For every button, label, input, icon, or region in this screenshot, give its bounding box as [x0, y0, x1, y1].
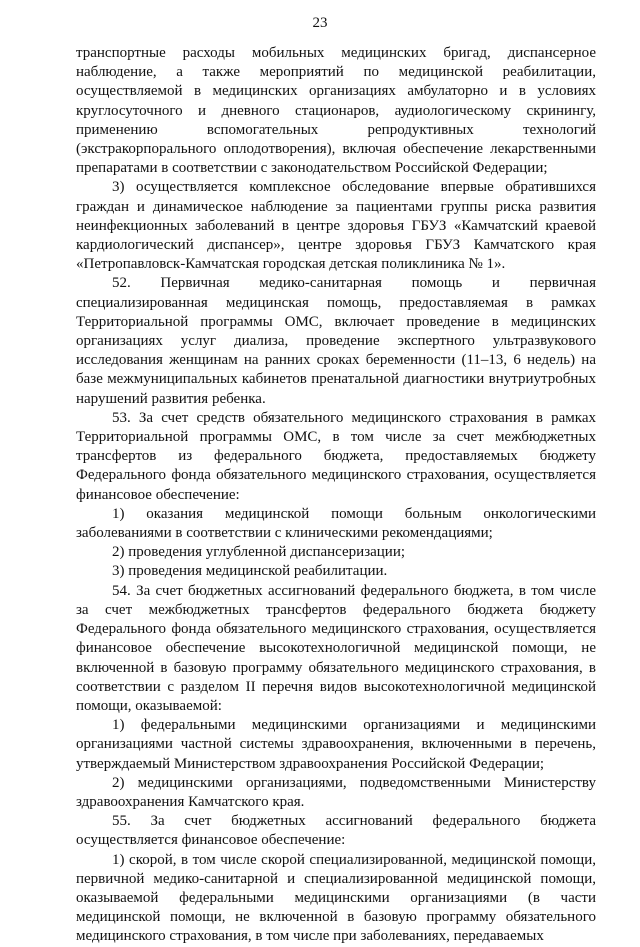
document-body — [76, 44, 596, 947]
paragraph-54-item-2: 2) медицинскими организациями, подведомственными Министерству здравоохранения Камчатского края. — [76, 774, 596, 810]
page-number: 23 — [312, 15, 328, 31]
paragraph-53: 53. За счет средств обязательного медицинского страхования в рамках Территориальной программы ОМС, в том числе за счет межбюджетных трансфертов из федерального бюджета, предоставляемых бюджету Федерального фонда обязательного медицинского страхования, осуществляется финансовое обеспечение: — [76, 409, 596, 503]
paragraph-item-3: 3) осуществляется комплексное обследование впервые обратившихся граждан и динамическое наблюдение за пациентами группы риска развития неинфекционных заболеваний в центре здоровья ГБУЗ «Камчатский краевой кардиологический диспансер», центре здоровья ГБУЗ Камчатского края «Петропавловск-Камчатская городская детская поликлиника № 1». — [76, 179, 596, 273]
paragraph-55-item-1: 1) скорой, в том числе скорой специализированной, медицинской помощи, первичной медико-санитарной и специализированной медицинской помощи, оказываемой федеральными медицинскими организациями (в части медицинской помощи, не включенной в базовую программу обязательного медицинского страхования, в том числе при заболеваниях, передаваемых — [76, 851, 596, 945]
paragraph-53-item-2: 2) проведения углубленной диспансеризации; — [112, 544, 406, 561]
paragraph-55: 55. За счет бюджетных ассигнований федерального бюджета осуществляется финансовое обеспечение: — [76, 813, 596, 849]
paragraph-54: 54. За счет бюджетных ассигнований федерального бюджета, в том числе за счет межбюджетных трансфертов федерального бюджета бюджету Федерального фонда обязательного медицинского страхования, осуществляется финансовое обеспечение высокотехнологичной медицинской помощи, не включенной в базовую программу обязательного медицинского страхования, в соответствии с разделом II перечня видов высокотехнологичной медицинской помощи, оказываемой: — [76, 582, 596, 714]
paragraph-53-item-1: 1) оказания медицинской помощи больным онкологическими заболеваниями в соответствии с клиническими рекомендациями; — [76, 505, 596, 542]
paragraph-continuation: транспортные расходы мобильных медицинских бригад, диспансерное наблюдение, а также мероприятий по медицинской реабилитации, осуществляемой в медицинских организациях амбулаторно и в условиях круглосуточного и дневного стационаров, аудиологическому скринингу, применению вспомогательных репродуктивных технологий (экстракорпорального оплодотворения), включая обеспечение лекарственными препаратами в соответствии с законодательством Российской Федерации; — [76, 45, 596, 177]
paragraph-53-item-3: 3) проведения медицинской реабилитации. — [112, 563, 388, 580]
paragraph-52: 52. Первичная медико-санитарная помощь и первичная специализированная медицинская помощь, предоставляемая в рамках Территориальной программы ОМС, включает проведение в медицинских организациях услуг диализа, проведение экспертного ультразвукового исследования женщинам на ранних сроках беременности (11–13, 6 недель) на базе межмуниципальных кабинетов пренатальной диагностики внутриутробных нарушений развития ребенка. — [76, 275, 596, 407]
paragraph-54-item-1: 1) федеральными медицинскими организациями и медицинскими организациями частной системы здравоохранения, включенными в перечень, утверждаемый Министерством здравоохранения Российской Федерации; — [76, 717, 596, 772]
